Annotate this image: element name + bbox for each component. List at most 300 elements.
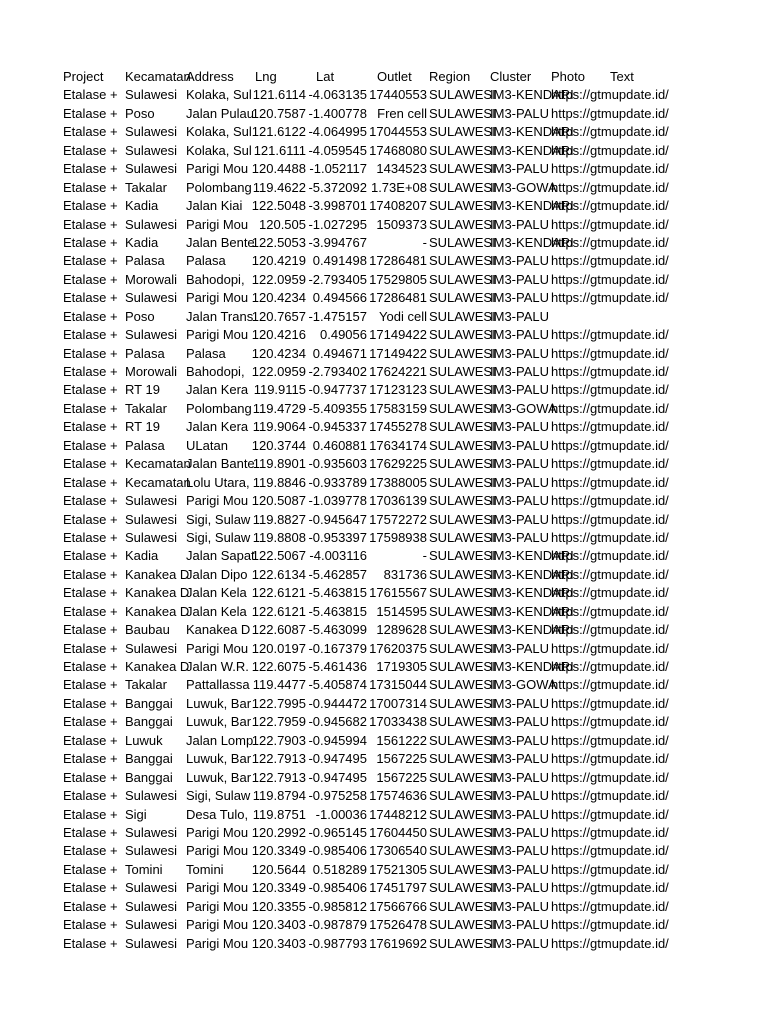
spreadsheet-table [63,68,668,953]
table-row [63,455,668,473]
cell-kecamatan: Sulawesi [125,640,178,656]
cell-address: Jalan Pulau [186,105,254,121]
cell-lat: -1.039778 [308,493,367,509]
cell-photo: https://gtmupdate.id/ [551,917,669,933]
table-row [63,603,668,621]
cell-lat: -1.027295 [308,216,367,232]
cell-photo: https://gtmupdate.id/ [551,142,669,158]
cell-outlet: 17572272 [369,511,427,527]
cell-outlet: 17149422 [369,327,427,343]
cell-address: Jalan Bante [186,456,255,472]
cell-photo: https://gtmupdate.id/ [551,769,669,785]
cell-photo: https://gtmupdate.id/ [551,788,669,804]
header-outlet: Outlet [377,69,412,84]
cell-cluster: IM3-PALU [490,493,549,509]
cell-kecamatan: Sulawesi [125,216,178,232]
cell-cluster: IM3-PALU [490,345,549,361]
cell-text [610,640,668,658]
cell-photo: https://gtmupdate.id/ [551,751,669,767]
cell-project: Etalase + [63,677,118,693]
cell-outlet: 17526478 [369,917,427,933]
cell-region: SULAWESI [429,751,496,767]
cell-kecamatan: Banggai [125,695,173,711]
cell-project: Etalase + [63,806,118,822]
cell-project: Etalase + [63,861,118,877]
cell-project: Etalase + [63,345,118,361]
cell-lng: 120.5644 [251,861,306,877]
cell-cluster: IM3-KENDARI [490,548,574,564]
cell-kecamatan: Sulawesi [125,87,178,103]
cell-lat: -4.003116 [309,548,367,564]
table-row [63,142,668,160]
cell-address: Jalan W.R. [186,659,249,674]
cell-project: Etalase + [63,824,118,840]
cell-project: Etalase + [63,622,118,638]
cell-lng: 120.505 [259,216,306,232]
table-row [63,529,668,547]
cell-photo: https://gtmupdate.id/ [551,935,669,951]
cell-text [610,806,668,824]
cell-lng: 120.3349 [251,880,306,896]
cell-outlet: 17036139 [369,493,427,509]
cell-lng: 120.7657 [251,308,306,324]
cell-region: SULAWESI [429,788,496,804]
cell-lat: -5.462857 [308,566,367,582]
cell-lng: 122.7995 [251,695,306,711]
table-row [63,787,668,805]
cell-lng: 120.3349 [251,843,306,859]
cell-lng: 119.8808 [252,529,306,545]
table-row [63,769,668,787]
table-row [63,363,668,381]
cell-address: Luwuk, Bar [186,769,252,785]
cell-address: Palasa [186,345,226,361]
cell-cluster: IM3-PALU [490,788,549,804]
cell-address: Polombang [186,179,252,195]
cell-lng: 121.6111 [253,142,306,158]
cell-photo: https://gtmupdate.id/ [551,843,669,859]
cell-outlet: 1567225 [376,751,427,767]
cell-project: Etalase + [63,161,118,177]
cell-project: Etalase + [63,585,118,601]
cell-kecamatan: Kecamatan [125,474,191,490]
cell-address: Parigi Mou [186,843,249,859]
table-row [63,750,668,768]
cell-project: Etalase + [63,419,118,435]
cell-lat: -0.947737 [308,382,367,398]
cell-text [610,381,668,399]
cell-address: Jalan Kera [186,419,249,435]
table-row [63,216,668,234]
cell-lng: 120.5087 [251,493,306,509]
cell-kecamatan: Sulawesi [125,493,178,509]
cell-kecamatan: Takalar [125,400,167,416]
cell-photo: https://gtmupdate.id/ [551,548,669,564]
cell-kecamatan: Kanakea D [125,603,190,619]
cell-region: SULAWESI [429,861,496,877]
cell-lng: 120.4216 [251,327,306,343]
cell-outlet: 1719305 [376,659,427,674]
table-row [63,566,668,584]
cell-outlet: 17566766 [369,898,427,914]
cell-lat: -5.409355 [308,400,367,416]
cell-text [610,179,668,197]
cell-kecamatan: Kanakea D [125,585,190,601]
cell-cluster: IM3-PALU [490,529,549,545]
cell-kecamatan: Sulawesi [125,788,178,804]
cell-cluster: IM3-PALU [490,806,549,822]
cell-text [610,529,668,547]
cell-address: Kolaka, Sul [186,87,252,103]
cell-text [610,142,668,160]
cell-kecamatan: Sulawesi [125,824,178,840]
cell-text [610,547,668,565]
cell-project: Etalase + [63,271,118,287]
cell-project: Etalase + [63,751,118,767]
cell-text [610,566,668,584]
cell-photo: https://gtmupdate.id/ [551,493,669,509]
cell-photo: https://gtmupdate.id/ [551,437,669,453]
cell-lat: -0.945994 [308,732,367,748]
cell-outlet: 1561222 [376,732,427,748]
cell-photo: https://gtmupdate.id/ [551,529,669,545]
cell-address: Parigi Mou [186,216,249,232]
cell-address: ULatan [186,437,228,453]
header-row [63,68,668,86]
cell-text [610,437,668,455]
cell-kecamatan: Banggai [125,769,173,785]
cell-lng: 122.0959 [251,271,306,287]
cell-text [610,842,668,860]
cell-region: SULAWESI [429,271,496,287]
cell-kecamatan: Morowali [125,364,178,379]
cell-lng: 119.8751 [252,806,306,822]
cell-outlet: 17388005 [369,474,427,490]
cell-region: SULAWESI [429,695,496,711]
cell-cluster: IM3-PALU [490,456,549,472]
cell-photo: https://gtmupdate.id/ [551,419,669,435]
cell-region: SULAWESI [429,511,496,527]
cell-outlet: 1.73E+08 [370,179,427,195]
cell-project: Etalase + [63,640,118,656]
table-row [63,234,668,252]
cell-kecamatan: Kanakea D [125,566,190,582]
cell-cluster: IM3-PALU [490,640,549,656]
table-row [63,400,668,418]
cell-text [610,234,668,252]
cell-cluster: IM3-PALU [490,105,549,121]
cell-cluster: IM3-PALU [490,474,549,490]
cell-kecamatan: Poso [125,105,155,121]
cell-cluster: IM3-PALU [490,769,549,785]
cell-lng: 122.6134 [251,566,306,582]
cell-photo: https://gtmupdate.id/ [551,400,669,416]
header-address: Address [186,69,234,84]
cell-text [610,418,668,436]
cell-project: Etalase + [63,234,118,250]
cell-lat: -2.793402 [308,364,367,379]
cell-lat: -0.947495 [308,751,367,767]
table-row [63,86,668,104]
cell-kecamatan: Sulawesi [125,880,178,896]
cell-text [610,289,668,307]
cell-address: Parigi Mou [186,898,249,914]
cell-text [610,916,668,934]
cell-lat: -5.405874 [308,677,367,693]
cell-outlet: 1434523 [376,161,427,177]
cell-lat: -5.463815 [308,603,367,619]
cell-project: Etalase + [63,493,118,509]
cell-cluster: IM3-PALU [490,253,549,269]
cell-project: Etalase + [63,253,118,269]
cell-lat: -0.944472 [308,695,367,711]
cell-region: SULAWESI [429,345,496,361]
cell-cluster: IM3-PALU [490,714,549,730]
cell-text [610,197,668,215]
table-row [63,861,668,879]
cell-lat: 0.494566 [312,290,367,306]
cell-lat: -0.945647 [308,511,367,527]
cell-photo: https://gtmupdate.id/ [551,566,669,582]
cell-lng: 120.4488 [251,161,306,177]
cell-photo: https://gtmupdate.id/ [551,290,669,306]
cell-lat: -4.064995 [308,124,367,140]
cell-outlet: 17598938 [369,529,427,545]
cell-project: Etalase + [63,364,118,379]
cell-photo: https://gtmupdate.id/ [551,732,669,748]
cell-lat: -0.987793 [308,935,367,951]
cell-kecamatan: Baubau [125,622,170,638]
table-row [63,289,668,307]
cell-text [610,658,668,676]
cell-photo: https://gtmupdate.id/ [551,640,669,656]
table-row [63,658,668,676]
cell-lng: 122.7913 [251,769,306,785]
cell-lng: 119.8846 [252,474,306,490]
cell-photo: https://gtmupdate.id/ [551,179,669,195]
cell-outlet: 17149422 [369,345,427,361]
table-row [63,676,668,694]
cell-region: SULAWESI [429,105,496,121]
cell-text [610,345,668,363]
header-kecamatan: Kecamatan [125,69,191,84]
cell-kecamatan: Palasa [125,253,165,269]
cell-region: SULAWESI [429,622,496,638]
cell-lat: -0.985406 [308,843,367,859]
cell-project: Etalase + [63,714,118,730]
cell-text [610,824,668,842]
cell-lng: 120.4219 [251,253,306,269]
cell-address: Parigi Mou [186,161,249,177]
cell-lng: 120.3403 [251,917,306,933]
cell-photo: https://gtmupdate.id/ [551,603,669,619]
cell-photo: https://gtmupdate.id/ [551,511,669,527]
table-row [63,898,668,916]
cell-project: Etalase + [63,732,118,748]
cell-region: SULAWESI [429,769,496,785]
cell-address: Tomini [186,861,224,877]
cell-lat: -1.00036 [315,806,367,822]
header-cluster: Cluster [490,69,532,84]
cell-text [610,308,668,326]
cell-project: Etalase + [63,880,118,896]
table-row [63,252,668,270]
cell-photo: https://gtmupdate.id/ [551,585,669,601]
cell-cluster: IM3-GOWA [490,400,557,416]
cell-photo: https://gtmupdate.id/ [551,714,669,730]
cell-address: Sigi, Sulaw [186,511,251,527]
cell-outlet: 17408207 [369,198,427,214]
cell-photo: https://gtmupdate.id/ [551,898,669,914]
cell-address: Jalan Kera [186,382,249,398]
cell-cluster: IM3-PALU [490,511,549,527]
table-row [63,511,668,529]
cell-project: Etalase + [63,87,118,103]
cell-text [610,474,668,492]
cell-region: SULAWESI [429,142,496,158]
cell-photo: https://gtmupdate.id/ [551,161,669,177]
header-project: Project [63,69,104,84]
cell-lat: -0.965145 [308,824,367,840]
cell-cluster: IM3-PALU [490,327,549,343]
cell-project: Etalase + [63,935,118,951]
cell-outlet: 17007314 [369,695,427,711]
cell-kecamatan: RT 19 [125,382,160,398]
cell-cluster: IM3-PALU [490,898,549,914]
cell-cluster: IM3-KENDARI [490,622,574,638]
table-row [63,732,668,750]
table-row [63,326,668,344]
cell-text [610,713,668,731]
cell-outlet: 17123123 [369,382,427,398]
cell-lng: 120.4234 [251,290,306,306]
cell-outlet: 17629225 [369,456,427,472]
cell-lat: -1.052117 [309,161,367,177]
cell-cluster: IM3-GOWA [490,677,557,693]
cell-region: SULAWESI [429,824,496,840]
cell-lat: -0.935603 [308,456,367,472]
table-row [63,345,668,363]
cell-region: SULAWESI [429,87,496,103]
cell-outlet: - [422,234,427,250]
cell-lng: 122.5048 [251,198,306,214]
cell-project: Etalase + [63,917,118,933]
table-row [63,418,668,436]
cell-kecamatan: Banggai [125,751,173,767]
cell-outlet: 1514595 [376,603,427,619]
cell-region: SULAWESI [429,161,496,177]
cell-region: SULAWESI [429,935,496,951]
cell-lng: 119.4729 [252,400,306,416]
cell-lng: 120.4234 [251,345,306,361]
cell-cluster: IM3-KENDARI [490,566,574,582]
table-row [63,824,668,842]
cell-project: Etalase + [63,290,118,306]
cell-cluster: IM3-KENDARI [490,603,574,619]
cell-lat: -4.059545 [308,142,367,158]
table-row [63,584,668,602]
cell-photo: https://gtmupdate.id/ [551,806,669,822]
cell-text [610,492,668,510]
cell-lng: 122.7903 [251,732,306,748]
cell-kecamatan: Sulawesi [125,327,178,343]
cell-cluster: IM3-PALU [490,917,549,933]
cell-address: Jalan Sapat [186,548,255,564]
cell-address: Kolaka, Sul [186,124,252,140]
cell-outlet: 17451797 [369,880,427,896]
cell-text [610,216,668,234]
cell-lat: 0.460881 [312,437,367,453]
cell-kecamatan: Sulawesi [125,917,178,933]
cell-kecamatan: Takalar [125,179,167,195]
cell-cluster: IM3-PALU [490,880,549,896]
cell-address: Parigi Mou [186,935,249,951]
cell-text [610,363,668,381]
cell-region: SULAWESI [429,124,496,140]
cell-cluster: IM3-PALU [490,271,549,287]
cell-address: Jalan Kiai [186,198,243,214]
cell-lat: -2.793405 [308,271,367,287]
cell-project: Etalase + [63,695,118,711]
cell-lng: 122.5067 [251,548,306,564]
cell-photo: https://gtmupdate.id/ [551,253,669,269]
cell-project: Etalase + [63,788,118,804]
cell-lng: 120.7587 [251,105,306,121]
cell-text [610,511,668,529]
cell-project: Etalase + [63,566,118,582]
cell-photo: https://gtmupdate.id/ [551,271,669,287]
cell-region: SULAWESI [429,419,496,435]
cell-text [610,603,668,621]
cell-kecamatan: Sigi [125,806,147,822]
header-lat: Lat [316,69,335,84]
cell-project: Etalase + [63,843,118,859]
cell-text [610,252,668,270]
cell-region: SULAWESI [429,234,496,250]
table-row [63,935,668,953]
cell-photo: https://gtmupdate.id/ [551,87,669,103]
cell-outlet: 17440553 [369,87,427,103]
cell-lng: 120.3403 [251,935,306,951]
cell-kecamatan: Sulawesi [125,290,178,306]
cell-photo: https://gtmupdate.id/ [551,677,669,693]
cell-kecamatan: Sulawesi [125,843,178,859]
cell-lat: -4.063135 [308,87,367,103]
cell-cluster: IM3-PALU [490,290,549,306]
cell-cluster: IM3-PALU [490,308,549,324]
cell-lng: 119.4477 [252,677,306,693]
cell-outlet: 17634174 [369,437,427,453]
cell-outlet: 17033438 [369,714,427,730]
cell-region: SULAWESI [429,327,496,343]
table-row [63,437,668,455]
cell-project: Etalase + [63,474,118,490]
cell-photo: https://gtmupdate.id/ [551,327,669,343]
cell-lat: 0.518289 [312,861,367,877]
cell-region: SULAWESI [429,603,496,619]
cell-lng: 119.9115 [253,382,306,398]
cell-region: SULAWESI [429,917,496,933]
cell-lat: -1.475157 [308,308,367,324]
cell-cluster: IM3-PALU [490,732,549,748]
cell-cluster: IM3-PALU [490,751,549,767]
cell-kecamatan: Palasa [125,437,165,453]
cell-address: Kanakea D [186,622,251,638]
table-row [63,197,668,215]
cell-cluster: IM3-KENDARI [490,87,574,103]
cell-lng: 119.8794 [252,788,306,804]
cell-photo: https://gtmupdate.id/ [551,824,669,840]
